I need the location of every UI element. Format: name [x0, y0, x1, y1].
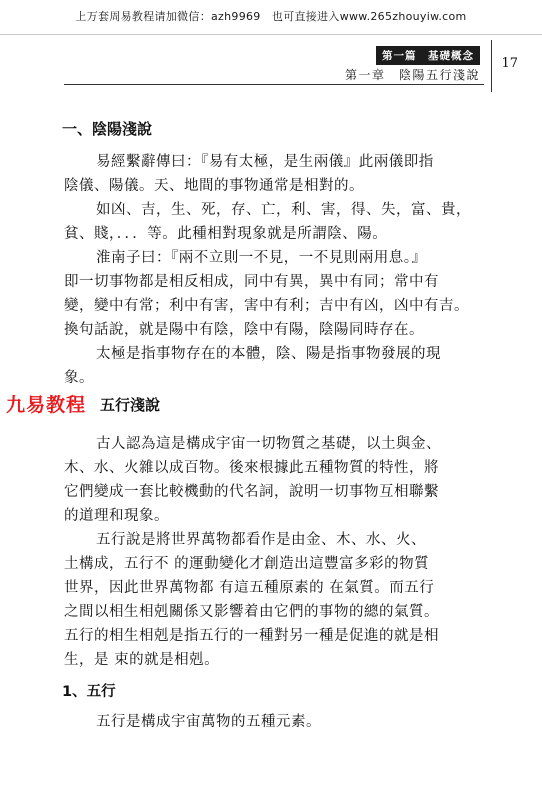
header-vertical-rule: [491, 40, 492, 92]
paragraph-line: 木、水、火雜以成百物。後來根據此五種物質的特性，將: [64, 460, 439, 476]
watermark-divider: [0, 34, 542, 35]
paragraph-line: 它們變成一套比較機動的代名詞，說明一切事物互相聯繫: [64, 484, 439, 500]
section-heading-wuxing: 五行淺說: [100, 396, 161, 414]
paragraph-line: 如凶、吉，生、死，存、亡，利、害，得、失，富、貴，: [96, 202, 471, 218]
watermark-banner: 上万套周易教程请加微信：azh9969 也可直接进入www.265zhouyiw.com: [75, 10, 467, 23]
paragraph-line: 世界，因此世界萬物都 有這五種原素的 在氣質。而五行: [64, 580, 435, 596]
section-heading-yinyang: 一、陰陽淺說: [62, 120, 153, 138]
paragraph-line: 五行的相生相剋是指五行的一種對另一種是促進的就是相: [64, 628, 439, 644]
paragraph-line: 太極是指事物存在的本體，陰、陽是指事物發展的現: [96, 346, 441, 362]
paragraph-line: 換句話說，就是陽中有陰，陰中有陽，陰陽同時存在。: [64, 322, 424, 338]
subsection-heading: 1、五行: [62, 684, 116, 700]
chapter-label: 第一章 陰陽五行淺說: [344, 68, 480, 82]
paragraph-line: 陰儀、陽儀。天、地間的事物通常是相對的。: [64, 178, 364, 194]
paragraph-line: 易經繫辭傳曰：『易有太極，是生兩儀』此兩儀即指: [96, 154, 434, 170]
paragraph-line: 之間以相生相剋關係又影響着由它們的事物的總的氣質。: [64, 604, 439, 620]
paragraph-line: 的道理和現象。: [64, 508, 169, 524]
paragraph-line: 土構成，五行不 的運動變化才創造出這豐富多彩的物質: [64, 556, 430, 572]
paragraph-line: 古人認為這是構成宇宙一切物質之基礎，以土與金、: [96, 436, 441, 452]
paragraph-line: 五行說是將世界萬物都看作是由金、木、水、火、: [96, 532, 426, 548]
part-label: 第一篇 基礎概念: [376, 46, 480, 65]
page-number: 17: [501, 56, 518, 71]
brand-logo: 九易教程: [6, 394, 87, 416]
paragraph-line: 象。: [64, 370, 94, 386]
paragraph-line: 淮南子曰：『兩不立則一不見，一不見則兩用息。』: [96, 250, 427, 266]
paragraph-line: 即一切事物都是相反相成，同中有異，異中有同；常中有: [64, 274, 439, 290]
header-rule: [64, 84, 484, 85]
paragraph-line: 五行是構成宇宙萬物的五種元素。: [96, 714, 321, 730]
paragraph-line: 變，變中有常；利中有害，害中有利；吉中有凶，凶中有吉。: [64, 298, 469, 314]
paragraph-line: 生，是 束的就是相剋。: [64, 652, 220, 668]
paragraph-line: 貧、賤，．．．等。此種相對現象就是所謂陰、陽。: [64, 226, 388, 242]
